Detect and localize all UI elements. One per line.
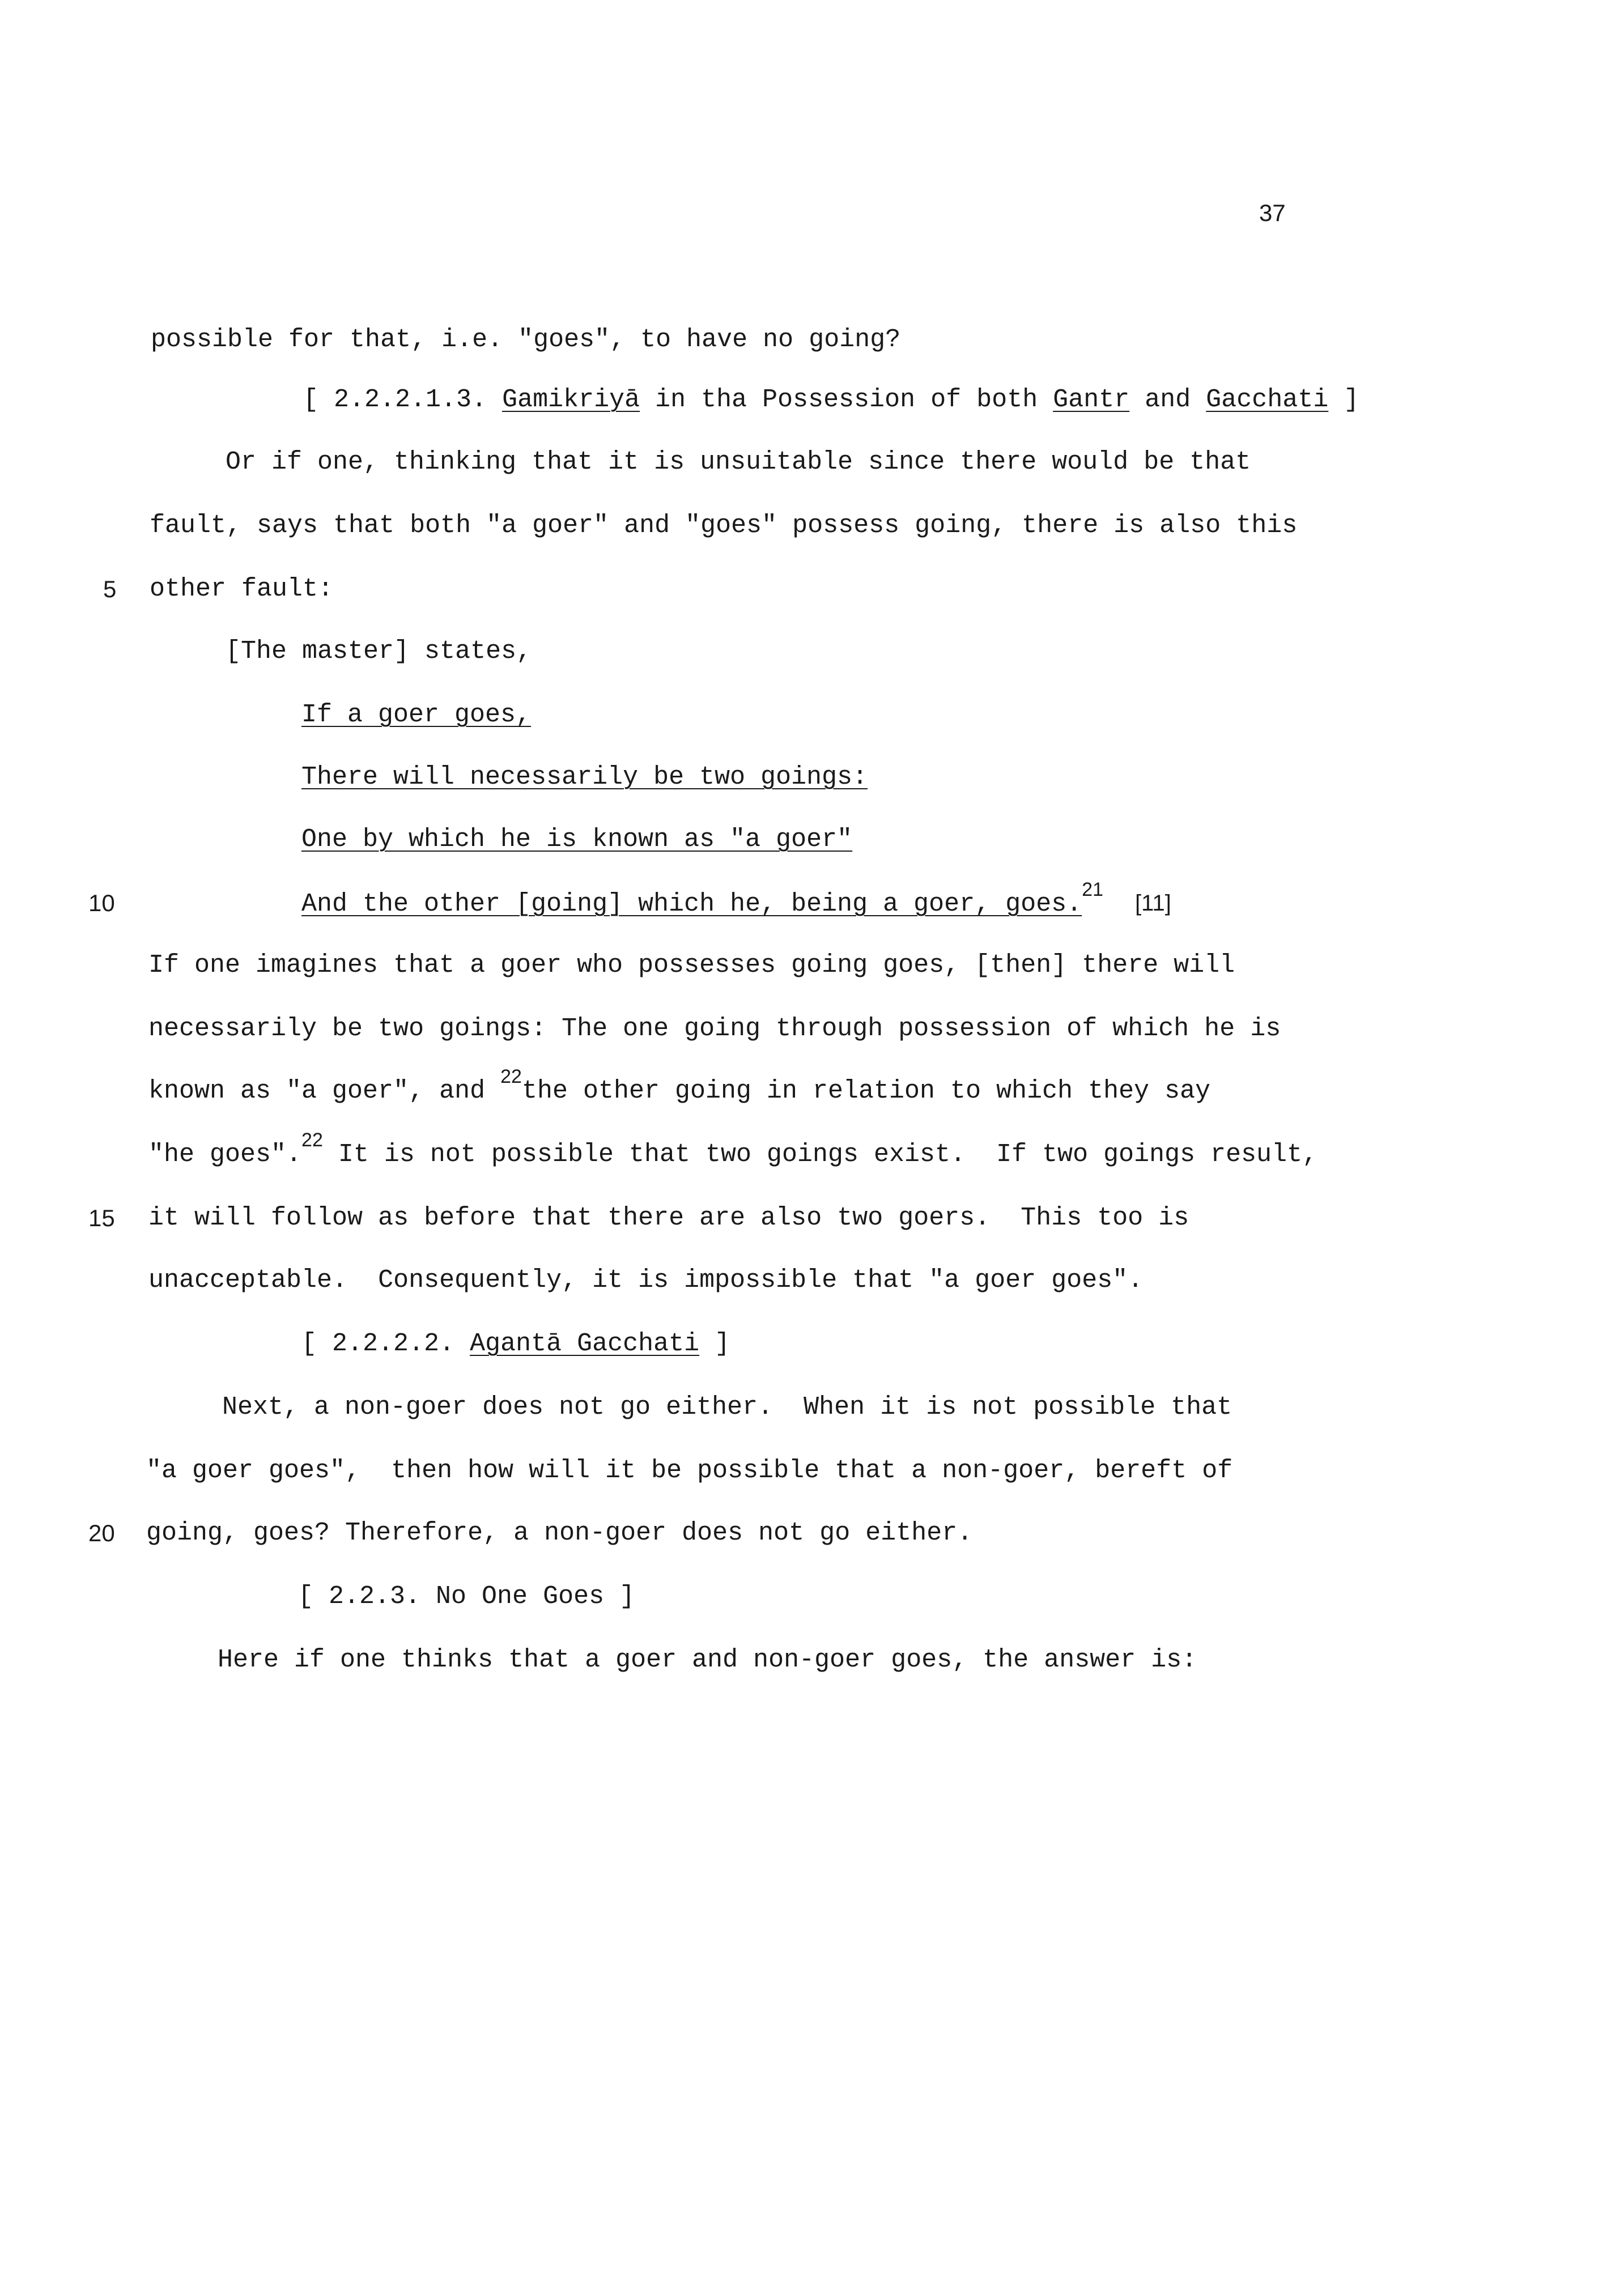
term-gantr: Gantr: [1053, 385, 1130, 414]
verse-line-4: [301, 879, 1171, 921]
verse-line-2: There will necessarily be two goings:: [301, 763, 868, 792]
text-line-10: it will follow as before that there are also two goers. This too is: [148, 1204, 1189, 1232]
text-line-3: fault, says that both "a goer" and "goes" possess going, there is also this: [150, 511, 1298, 540]
heading-open: [ 2.2.2.2.: [301, 1329, 470, 1358]
text-line-2: Or if one, thinking that it is unsuitable since there would be that: [226, 448, 1251, 477]
text-line-7: necessarily be two goings: The one going through possession of which he is: [148, 1014, 1281, 1043]
text-line-15: Here if one thinks that a goer and non-goer goes, the answer is:: [218, 1646, 1197, 1674]
text-line-1: possible for that, i.e. "goes", to have no going?: [151, 325, 901, 354]
heading-mid: in tha Possession of both: [640, 385, 1053, 414]
text-line-9a: "he goes".: [148, 1140, 302, 1169]
term-gamikriya: Gamikriyā: [502, 385, 640, 414]
text-line-9: [148, 1129, 1318, 1172]
term-gacchati: Gacchati: [1206, 385, 1329, 414]
line-number-10: 10: [88, 890, 115, 916]
verse-line-3: One by which he is known as "a goer": [301, 825, 853, 854]
footnote-21: 21: [1082, 879, 1104, 900]
verse-line-1: If a goer goes,: [301, 700, 532, 729]
text-line-8a: known as "a goer", and: [148, 1077, 501, 1106]
text-line-4: other fault:: [150, 575, 334, 603]
heading-open: [ 2.2.2.1.3.: [303, 385, 503, 414]
verse-line-4-text: And the other [going] which he, being a goer, goes.: [301, 890, 1082, 919]
line-number-5: 5: [103, 576, 117, 602]
heading-and: and: [1129, 385, 1206, 414]
text-line-12: Next, a non-goer does not go either. When it is not possible that: [222, 1393, 1232, 1422]
heading-close: ]: [1328, 385, 1359, 414]
text-line-8b: the other going in relation to which they say: [521, 1077, 1211, 1106]
text-line-14: going, goes? Therefore, a non-goer does not go either.: [146, 1519, 973, 1547]
section-heading-2-2-2-2: [301, 1327, 730, 1361]
page-number: 37: [1259, 199, 1286, 226]
text-line-6: If one imagines that a goer who possesses going goes, [then] there will: [148, 951, 1235, 980]
heading-close: ]: [699, 1329, 730, 1358]
footnote-mark-22-start: 22: [500, 1066, 522, 1087]
text-line-13: "a goer goes", then how will it be possible that a non-goer, bereft of: [146, 1456, 1233, 1485]
line-number-15: 15: [88, 1205, 115, 1231]
term-aganta-gacchati: Agantā Gacchati: [470, 1329, 700, 1358]
text-line-8: [148, 1066, 1211, 1108]
text-line-11: unacceptable. Consequently, it is impossible that "a goer goes".: [148, 1266, 1143, 1295]
section-heading-2-2-3: [ 2.2.3. No One Goes ]: [298, 1582, 635, 1611]
section-heading-2-2-2-1-3: [303, 383, 1359, 417]
footnote-mark-22-end: 22: [301, 1129, 323, 1151]
text-line-5: [The master] states,: [226, 637, 532, 666]
verse-reference: [11]: [1135, 891, 1171, 916]
line-number-20: 20: [88, 1520, 115, 1546]
text-line-9b: It is not possible that two goings exist. If two goings result,: [322, 1140, 1318, 1169]
